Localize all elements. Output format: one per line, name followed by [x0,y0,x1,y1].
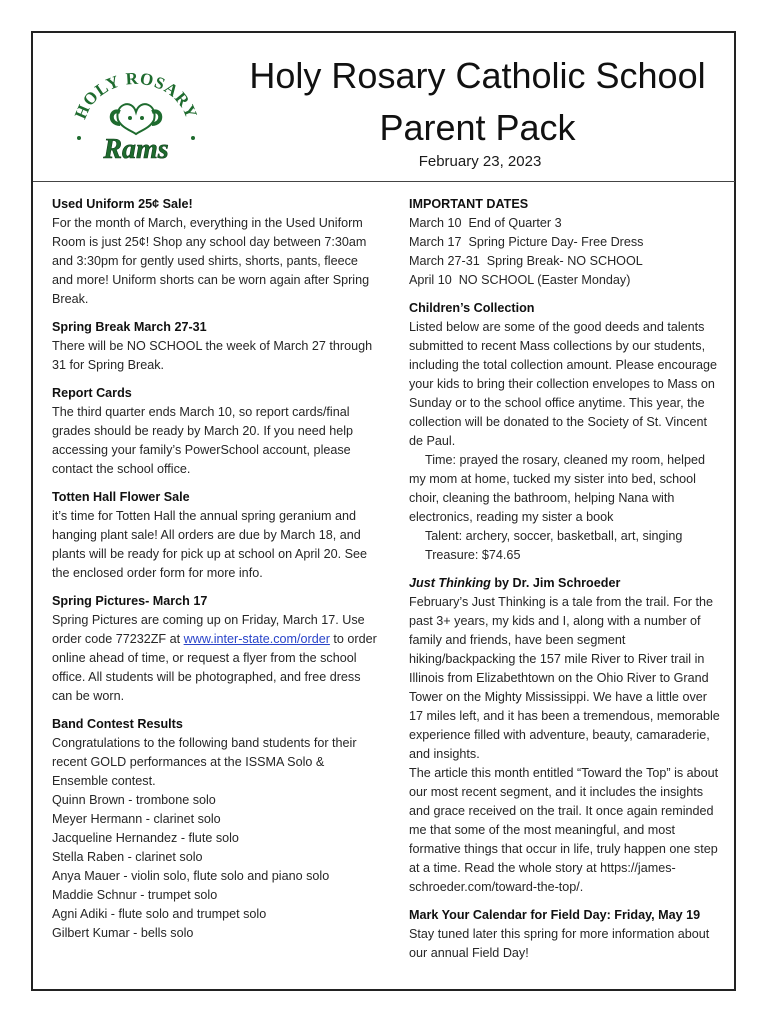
list-item: Jacqueline Hernandez - flute solo [52,831,239,845]
collection-heading: Children’s Collection [409,301,535,315]
list-item: Quinn Brown - trombone solo [52,793,216,807]
spring-break-heading: Spring Break March 27-31 [52,320,207,334]
collection-treasure: Treasure: $74.65 [425,548,521,562]
issue-date: February 23, 2023 [418,153,542,170]
uniform-section [52,195,382,309]
ram-icon [112,104,161,134]
list-item: Gilbert Kumar - bells solo [52,926,194,940]
spring-break-body: There will be NO SCHOOL the week of March 27 through 31 for Spring Break. [52,339,373,372]
just-thinking-author: by Dr. Jim Schroeder [490,576,621,590]
band-heading: Band Contest Results [52,717,183,731]
just-thinking-body-2: The article this month entitled “Toward the Top” is about our most recent segment, and it includes the insights and grace received on the trail. It once again reminded me that some of the most meaningful, and most formative things that occur in life, truly happen one step at a time. Read the whole story at https://james-schroeder.com/toward-the-top/. [409,766,719,894]
report-cards-section [52,384,382,479]
pictures-body-before: Spring Pictures are coming up on Friday, March 17. Use order code 77232ZF at [52,613,365,646]
field-day-body: Stay tuned later this spring for more information about our annual Field Day! [409,927,710,960]
header-divider [33,181,735,182]
logo-rams-text: Rams [103,134,169,165]
field-day-section [409,906,724,963]
collection-time: Time: prayed the rosary, cleaned my room, helped my mom at home, tucked my sister into bed, school choir, cleaning the bathroom, helping Nana with electronics, reading my sister a book [409,453,705,524]
important-dates-heading: IMPORTANT DATES [409,197,529,211]
pictures-section [52,592,382,706]
band-section [52,715,382,943]
list-item: Agni Adiki - flute solo and trumpet solo [52,907,267,921]
just-thinking-section [409,574,724,897]
collection-section [409,299,724,565]
pictures-body [52,611,382,706]
list-item: Maddie Schnur - trumpet solo [52,888,218,902]
title-line-1: Holy Rosary Catholic School [249,55,706,96]
uniform-body: For the month of March, everything in the Used Uniform Room is just 25¢! Shop any school day between 7:30am and 3:30pm for gently used shirts, shorts, pants, fleece and more! Uniform shorts can be worn again after Spring Break. [52,216,370,306]
order-link[interactable]: www.inter-state.com/order [183,632,330,646]
logo-arc-text: HOLY ROSARY [70,68,202,122]
report-cards-body: The third quarter ends March 10, so report cards/final grades should be ready by March 20. If you need help accessing your family’s PowerSchool account, please contact the school office. [52,405,354,476]
field-day-heading: Mark Your Calendar for Field Day: Friday, May 19 [409,908,701,922]
left-column [52,195,382,952]
band-intro: Congratulations to the following band students for their recent GOLD performances at the ISSMA Solo & Ensemble contest. [52,736,357,788]
just-thinking-title: Just Thinking [409,576,491,590]
collection-body: Listed below are some of the good deeds and talents submitted to recent Mass collections by our students, including the total collection amount. Please encourage your kids to bring their collection envelopes to Mass on Sunday or to the school office anytime. This year, the collection will be donated to the Society of St. Vincent de Paul. [409,320,718,448]
pictures-heading: Spring Pictures- March 17 [52,594,208,608]
list-item: Meyer Hermann - clarinet solo [52,812,221,826]
flower-sale-heading: Totten Hall Flower Sale [52,490,190,504]
school-logo [70,68,202,166]
list-item: Stella Raben - clarinet solo [52,850,203,864]
important-dates-section [409,195,724,290]
list-item: March 10 End of Quarter 3 [409,216,562,230]
report-cards-heading: Report Cards [52,386,132,400]
right-column [409,195,724,972]
flower-sale-section [52,488,382,583]
collection-talent: Talent: archery, soccer, basketball, art, singing [425,529,683,543]
page-title [215,50,740,154]
list-item: March 17 Spring Picture Day- Free Dress [409,235,644,249]
title-line-2: Parent Pack [379,107,576,148]
list-item: Anya Mauer - violin solo, flute solo and piano solo [52,869,330,883]
flower-sale-body: it’s time for Totten Hall the annual spring geranium and hanging plant sale! All orders are due by March 18, and plants will be ready for pick up at school on April 20. See the enclosed order form for more info. [52,509,368,580]
list-item: April 10 NO SCHOOL (Easter Monday) [409,273,631,287]
just-thinking-body-1: February’s Just Thinking is a tale from the trail. For the past 3+ years, my kids and I, along with a number of family and friends, have been segment hiking/backpacking the 157 mile River to River trail in Illinois from Elizabethtown on the Ohio River to Grand Tower on the Mighty Mississippi. We have a little over 17 miles left, and it has been a tremendous, memorable experience filled with adventure, beauty, camaraderie, and insights. [409,595,720,761]
list-item: March 27-31 Spring Break- NO SCHOOL [409,254,643,268]
uniform-heading: Used Uniform 25¢ Sale! [52,197,193,211]
spring-break-section [52,318,382,375]
just-thinking-heading [409,574,724,593]
pictures-body-after: to order online ahead of time, or request a flyer from the school office. All students will be photographed, and free dress can be worn. [52,632,377,703]
